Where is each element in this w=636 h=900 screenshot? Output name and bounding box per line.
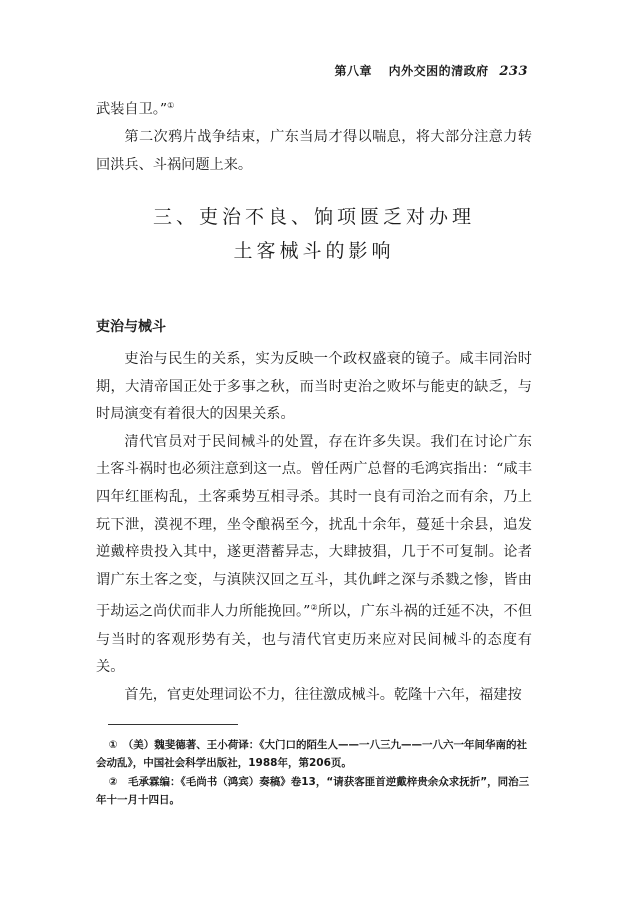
paragraph-2: 清代官员对于民间械斗的处置，存在许多失误。我们在讨论广东土客斗祸时也必须注意到这一点。曾任两广总督的毛鸿宾指出：“咸丰四年红匪构乱，土客乘势互相寻杀。其时一良有司治之而有余，乃上玩下泄，漠视不理，坐令酿祸至今，扰乱十余年，蔓延十余县，追发逆戴梓贵投入其中，遂更潜蓄异志，大肆披猖，几于不可复制。论者谓广东土客之变，与滇陕汉回之互斗，其仇衅之深与杀戮之惨，皆由于劫运之尚伏而非人力所能挽回。”②所以，广东斗祸的迁延不决，不但与当时的客观形势有关，也与清代官吏历来应对民间械斗的态度有关。 <box>96 433 532 676</box>
footnote-2: ② 毛承霖编：《毛尚书（鸿宾）奏稿》卷13，“请获客匪首逆戴梓贵余众求抚折”，同治三年十一月十四日。 <box>96 776 530 806</box>
section-title-line-1: 三、吏治不良、饷项匮乏对办理 <box>152 206 475 228</box>
footnote-ref-2: ② <box>310 603 318 613</box>
paragraph-1: 吏治与民生的关系，实为反映一个政权盛衰的镜子。咸丰同治时期，大清帝国正处于多事之秋，而当时吏治之败坏与能吏的缺乏，与时局演变有着很大的因果关系。 <box>96 351 532 423</box>
footnote-1: ① （美）魏斐德著、王小荷译：《大门口的陌生人——一八三九——一八六一年间华南的社会动乱》，中国社会科学出版社，1988年，第206页。 <box>96 739 527 769</box>
subheading: 吏治与械斗 <box>96 319 166 335</box>
running-header <box>334 62 528 79</box>
chapter-label: 第八章 <box>334 64 372 78</box>
footnote-divider <box>108 724 238 725</box>
chapter-title: 内外交困的清政府 <box>388 64 489 78</box>
body-top <box>96 92 532 180</box>
footnote-ref-1: ① <box>167 101 175 110</box>
body-main <box>96 346 532 709</box>
section-title <box>96 200 532 268</box>
opening-line: 武装自卫。”① <box>96 101 175 118</box>
section-title-line-2: 土客械斗的影响 <box>233 240 395 262</box>
paragraph-3: 首先，官吏处理词讼不力，往往激成械斗。乾隆十六年，福建按 <box>124 686 522 703</box>
paragraph-after-opening: 第二次鸦片战争结束，广东当局才得以喘息，将大部分注意力转回洪兵、斗祸问题上来。 <box>96 129 532 173</box>
page-number: 233 <box>499 64 528 79</box>
footnotes <box>96 736 532 810</box>
